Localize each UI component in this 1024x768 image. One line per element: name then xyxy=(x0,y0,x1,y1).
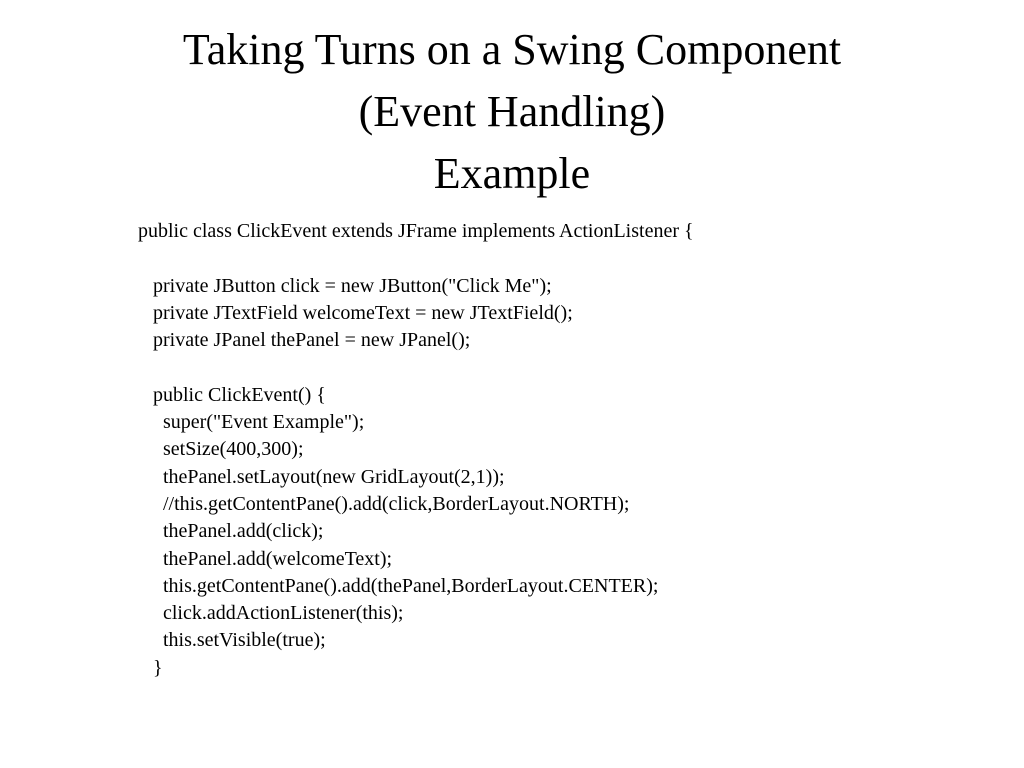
title-line: Example xyxy=(433,149,591,198)
code-line: public ClickEvent() { xyxy=(138,383,326,406)
code-line: click.addActionListener(this); xyxy=(138,602,404,625)
code-line: public class ClickEvent extends JFrame implements ActionListener { xyxy=(138,220,694,242)
code-line: thePanel.setLayout(new GridLayout(2,1)); xyxy=(138,465,505,488)
code-line xyxy=(138,354,694,381)
code-line: private JButton click = new JButton("Click Me"); xyxy=(138,274,552,297)
code-line: setSize(400,300); xyxy=(138,438,304,461)
code-block xyxy=(138,218,694,682)
code-line: private JPanel thePanel = new JPanel(); xyxy=(138,329,471,352)
code-line xyxy=(138,245,694,272)
code-line: thePanel.add(click); xyxy=(138,520,324,543)
code-line: //this.getContentPane().add(click,BorderLayout.NORTH); xyxy=(138,492,630,515)
title-line: Taking Turns on a Swing Component xyxy=(182,25,842,74)
code-line: super("Event Example"); xyxy=(138,411,365,434)
code-line: } xyxy=(138,656,163,679)
code-line: private JTextField welcomeText = new JTextField(); xyxy=(138,301,573,324)
slide-title xyxy=(0,19,1024,205)
code-line: thePanel.add(welcomeText); xyxy=(138,547,393,570)
code-line: this.getContentPane().add(thePanel,BorderLayout.CENTER); xyxy=(138,574,659,597)
title-line: (Event Handling) xyxy=(358,87,666,136)
code-line: this.setVisible(true); xyxy=(138,629,326,652)
